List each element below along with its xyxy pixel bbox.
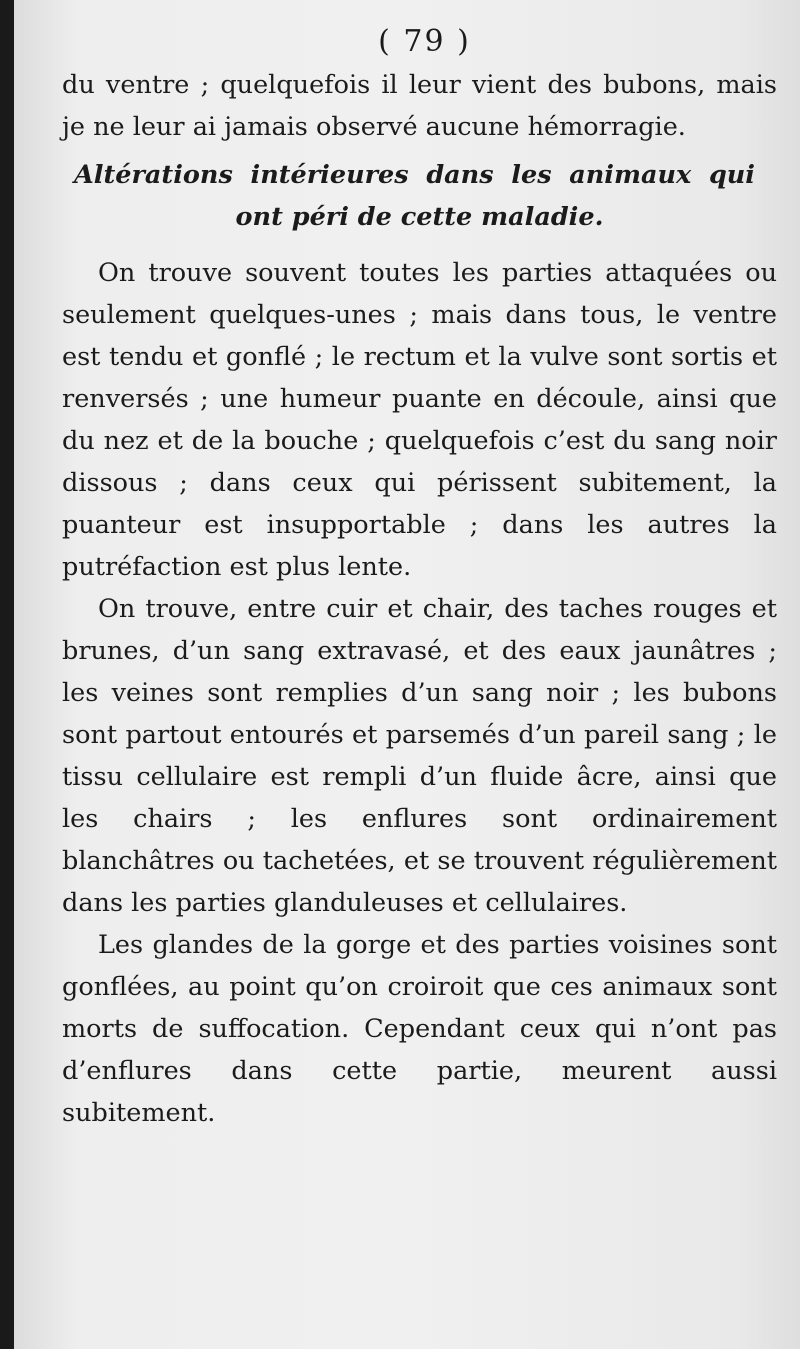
book-page: [14, 0, 800, 1349]
section-heading-line-2: ont péri de cette maladie.: [235, 202, 604, 232]
section-heading: [62, 148, 777, 252]
page-text-block: [62, 22, 777, 1134]
paragraph-skin-and-flesh: On trouve, entre cuir et chair, des taches rouges et brunes, d’un sang extravasé, et des eaux jaunâtres ; les veines sont remplies d’un sang noir ; les bubons sont partout entourés et parsemés d’un pareil sang ; le tissu cellulaire est rempli d’un fluide âcre, ainsi que les chairs ; les enflures sont ordinairement blanchâtres ou tachetées, et se trouvent régulièrement dans les parties glanduleuses et cellulaires.: [62, 594, 777, 918]
paragraph-internal-alterations: On trouve souvent toutes les parties attaquées ou seulement quelques-unes ; mais dans tous, le ventre est tendu et gonflé ; le rectum et la vulve sont sortis et renversés ; une humeur puante en découle, ainsi que du nez et de la bouche ; quelquefois c’est du sang noir dissous ; dans ceux qui périssent subitement, la puanteur est insupportable ; dans les autres la putréfaction est plus lente.: [62, 258, 777, 582]
section-heading-line-1: Altérations intérieures dans les animaux qui: [74, 160, 755, 190]
paragraph-continued: du ventre ; quelquefois il leur vient des bubons, mais je ne leur ai jamais observé aucune hémorragie.: [62, 70, 777, 142]
page-number: ( 79 ): [378, 24, 471, 59]
paragraph-throat-glands: Les glandes de la gorge et des parties voisines sont gonflées, au point qu’on croiroit que ces animaux sont morts de suffocation. Cependant ceux qui n’ont pas d’enflures dans cette partie, meurent aussi subitement.: [62, 930, 777, 1128]
